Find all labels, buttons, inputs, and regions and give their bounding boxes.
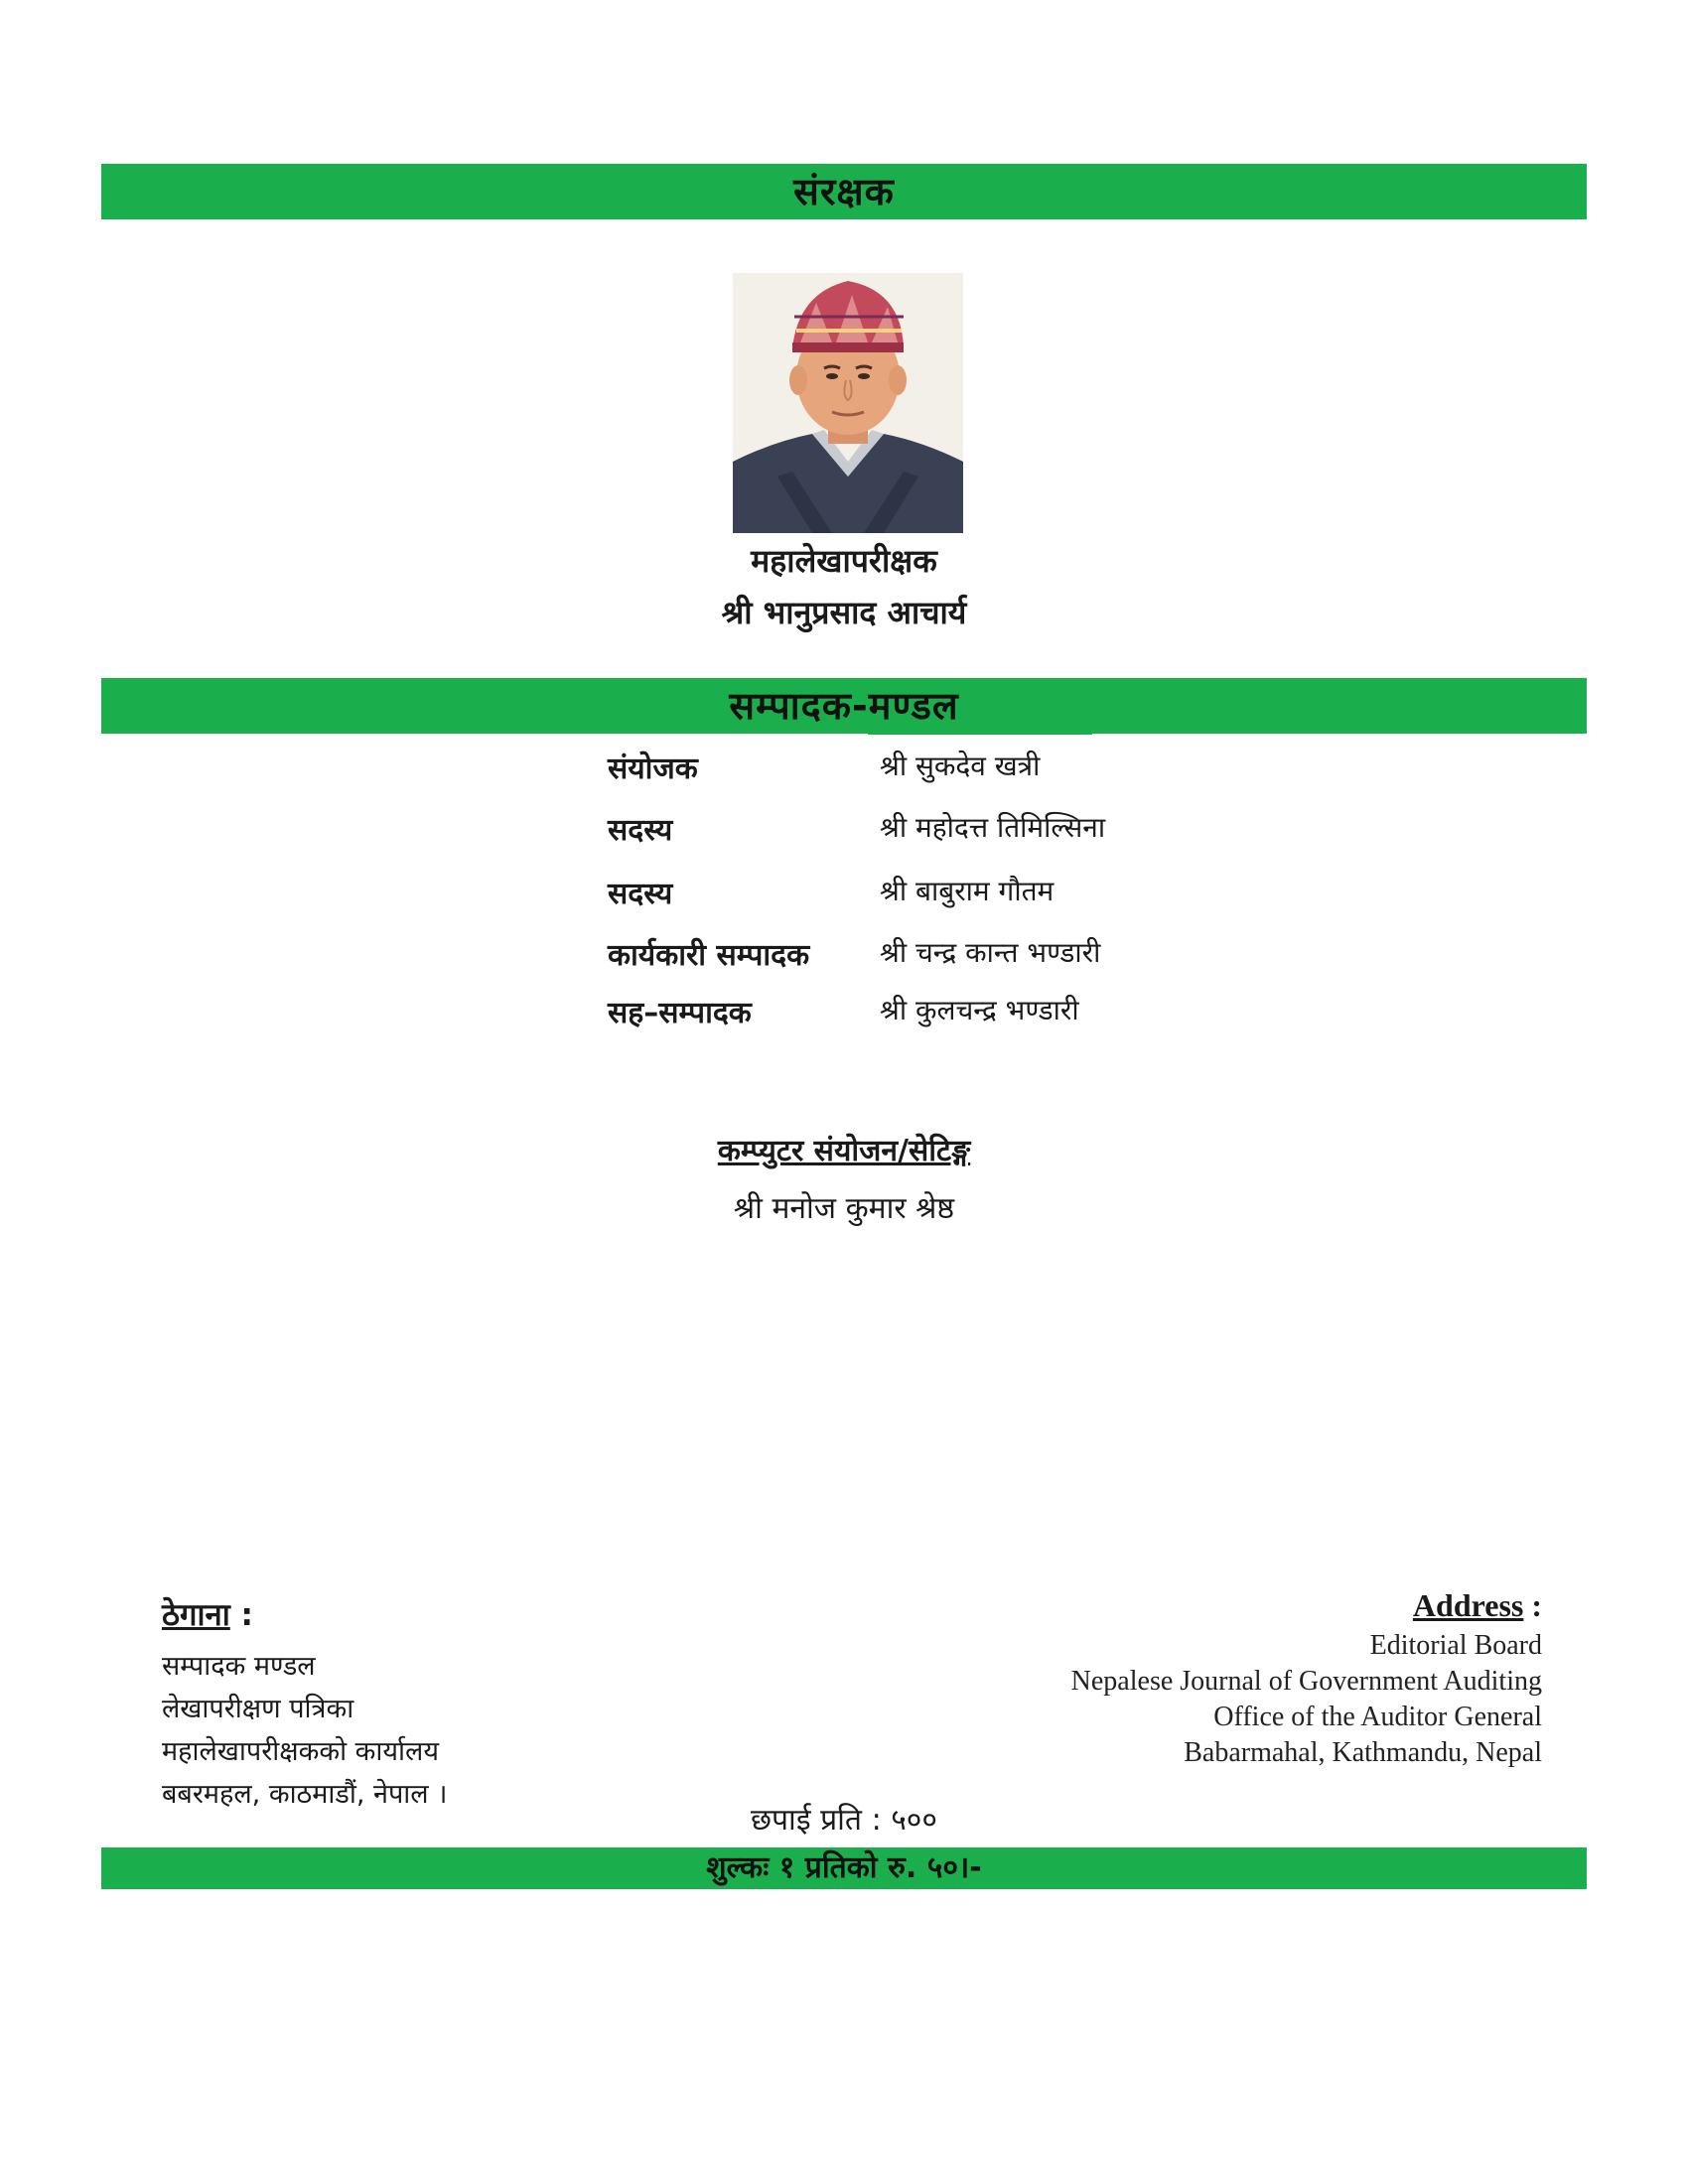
member-name: श्री बाबुराम गौतम [880,875,1055,907]
member-role: कार्यकारी सम्पादक [608,938,810,973]
editorial-board-heading: सम्पादक-मण्डल [729,684,959,728]
member-name: श्री कुलचन्द्र भण्डारी [880,994,1079,1026]
patron-name: श्री भानुप्रसाद आचार्य [721,594,967,631]
address-nepali-colon: : [240,1597,253,1633]
fee-band [101,1847,1587,1889]
print-count: छपाई प्रति : ५०० [750,1803,938,1838]
address-nepali-heading [162,1593,447,1635]
address-line: Babarmahal, Kathmandu, Nepal [1184,1737,1542,1768]
computer-setting-heading [0,1129,1688,1169]
address-nepali [162,1593,447,1816]
member-row [608,872,1303,915]
address-line: बबरमहल, काठमाडौं, नेपाल । [162,1779,448,1810]
member-role: सह–सम्पादक [608,996,752,1030]
member-role: सदस्य [608,877,673,911]
member-row [608,991,1303,1034]
fee-text: शुल्कः १ प्रतिको रु. ५०।- [706,1850,982,1885]
patron-photo [733,273,963,533]
address-english-colon: : [1531,1587,1542,1623]
editorial-board-heading-band [101,678,1587,734]
address-line: Editorial Board [1369,1630,1542,1661]
address-nepali-heading-text: ठेगाना [162,1597,230,1633]
patron-title: महालेखापरीक्षक [751,542,937,580]
address-line: Office of the Auditor General [1213,1702,1542,1732]
patron-heading: संरक्षक [793,170,895,213]
address-english-heading-text: Address [1412,1587,1524,1623]
heading-underline [868,733,1092,735]
address-line: सम्पादक मण्डल [162,1651,316,1682]
member-role: सदस्य [608,813,673,848]
member-name: श्री महोदत्त तिमिल्सिना [880,811,1106,844]
address-line: लेखापरीक्षण पत्रिका [162,1694,354,1724]
patron-heading-band [101,164,1587,219]
address-line: महालेखापरीक्षकको कार्यालय [162,1736,439,1767]
address-english [1071,1587,1542,1771]
computer-setting-heading-text: कम्प्युटर संयोजन/सेटिङ्ग [717,1134,971,1168]
address-line: Nepalese Journal of Government Auditing [1070,1666,1542,1697]
address-english-heading [1071,1587,1542,1624]
member-row [608,747,1303,790]
member-row [608,808,1303,852]
member-row [608,933,1303,977]
member-role: संयोजक [608,751,698,786]
member-name: श्री चन्द्र कान्त भण्डारी [880,936,1101,969]
member-name: श्री सुकदेव खत्री [880,750,1041,782]
computer-setting-name: श्री मनोज कुमार श्रेष्ठ [733,1191,955,1226]
